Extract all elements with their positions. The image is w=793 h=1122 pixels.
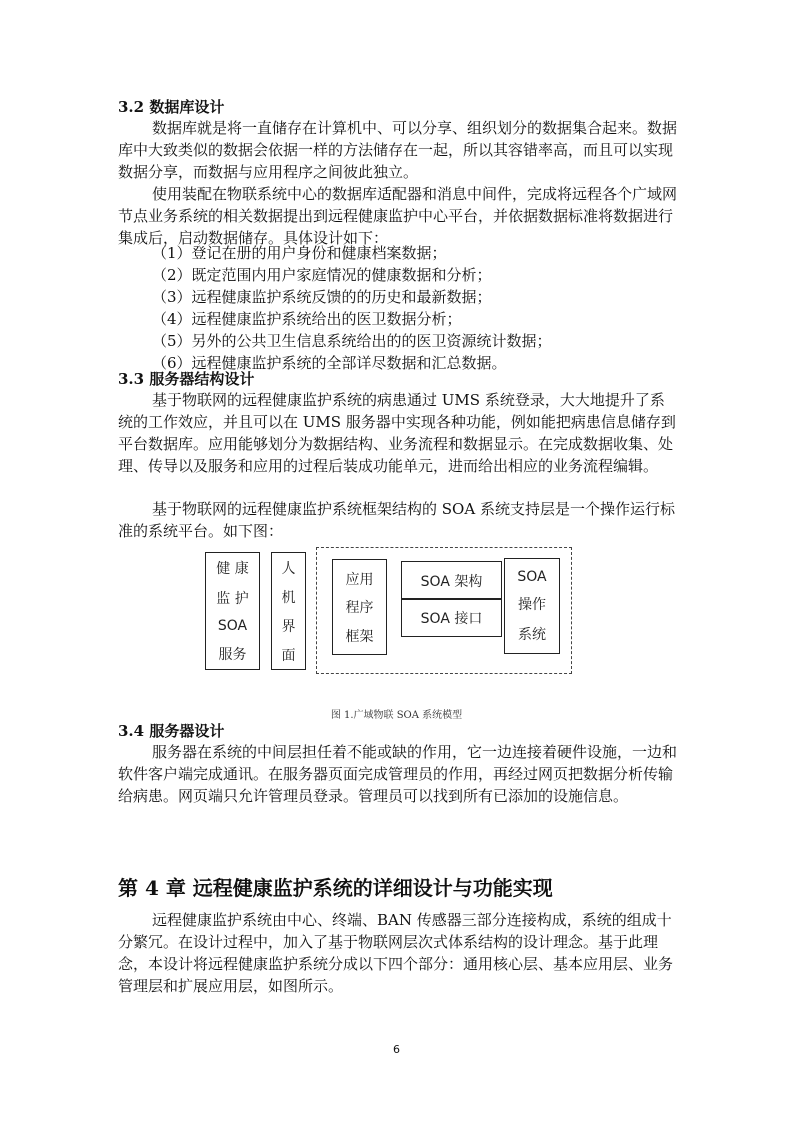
soa-interface-box xyxy=(401,598,502,637)
application-framework-box xyxy=(332,559,387,655)
box-label: 机 xyxy=(281,589,296,606)
list-item: （1）登记在册的用户身份和健康档案数据； xyxy=(152,244,447,262)
soa-architecture-box xyxy=(401,561,502,600)
box-label: 应用 xyxy=(345,571,374,588)
box-label: 监 护 xyxy=(216,591,249,607)
page-number: 6 xyxy=(393,1043,400,1056)
box-label: SOA 架构 xyxy=(420,573,483,590)
box-label: SOA xyxy=(517,568,547,585)
box-label: 操作 xyxy=(518,597,546,613)
paragraph: 基于物联网的远程健康监护系统的病患通过 UMS 系统登录，大大地提升了系统的工作效应，并且可以在 UMS 服务器中实现各种功能，例如能把病患信息储存到平台数据库。应用能够划分为数据结构、业务流程和数据显示。在完成数据收集、处理、传导以及服务和应用的过程后装成功能单元，进而给出相应的业务流程编辑。 xyxy=(118,391,676,475)
list-item: （3）远程健康监护系统反馈的的历史和最新数据； xyxy=(152,288,492,306)
paragraph: 使用装配在物联系统中心的数据库适配器和消息中间件，完成将远程各个广域网节点业务系统的相关数据提出到远程健康监护中心平台，并依据数据标准将数据进行集成后，启动数据储存。具体设计如下： xyxy=(118,185,678,247)
box-label: SOA 接口 xyxy=(420,610,483,627)
paragraph: 服务器在系统的中间层担任着不能或缺的作用，它一边连接着硬件设施，一边和软件客户端完成通讯。在服务器页面完成管理员的作用，再经过网页把数据分析传输给病患。网页端只允许管理员登录。管理员可以找到所有已添加的设施信息。 xyxy=(118,743,678,805)
box-label: 程序 xyxy=(345,600,374,616)
box-label: 面 xyxy=(281,647,296,664)
box-label: 系统 xyxy=(518,626,546,643)
box-label: 框架 xyxy=(345,628,374,645)
paragraph: 远程健康监护系统由中心、终端、BAN 传感器三部分连接构成，系统的组成十分繁冗。在设计过程中，加入了基于物联网层次式体系结构的设计理念。基于此理念，本设计将远程健康监护系统分成以下四个部分：通用核心层、基本应用层、业务管理层和扩展应用层，如图所示。 xyxy=(118,911,674,995)
section-heading-3-3: 3.3 服务器结构设计 xyxy=(118,370,255,388)
box-label: 人 xyxy=(281,560,296,577)
health-monitor-soa-service-box xyxy=(205,552,260,670)
box-label: 服务 xyxy=(218,647,247,663)
section-heading-3-2: 3.2 数据库设计 xyxy=(118,98,225,116)
box-label: SOA xyxy=(217,618,248,634)
list-item: （6）远程健康监护系统的全部详尽数据和汇总数据。 xyxy=(152,354,507,372)
soa-operating-system-box xyxy=(504,558,560,654)
paragraph: 基于物联网的远程健康监护系统框架结构的 SOA 系统支持层是一个操作运行标准的系统平台。如下图： xyxy=(118,500,675,540)
human-machine-interface-box xyxy=(271,552,306,670)
chapter-title: 第 4 章 远程健康监护系统的详细设计与功能实现 xyxy=(118,876,553,900)
box-label: 健 康 xyxy=(216,561,249,577)
list-item: （4）远程健康监护系统给出的医卫数据分析； xyxy=(152,310,462,328)
list-item: （2）既定范围内用户家庭情况的健康数据和分析； xyxy=(152,266,492,284)
paragraph: 数据库就是将一直储存在计算机中、可以分享、组织划分的数据集合起来。数据库中大致类似的数据会依据一样的方法储存在一起，所以其容错率高，而且可以实现数据分享，而数据与应用程序之间彼此独立。 xyxy=(118,119,678,181)
figure-caption: 图 1.广域物联 SOA 系统模型 xyxy=(330,710,463,721)
list-item: （5）另外的公共卫生信息系统给出的的医卫资源统计数据； xyxy=(152,332,552,350)
section-heading-3-4: 3.4 服务器设计 xyxy=(118,722,225,740)
box-label: 界 xyxy=(281,618,296,635)
